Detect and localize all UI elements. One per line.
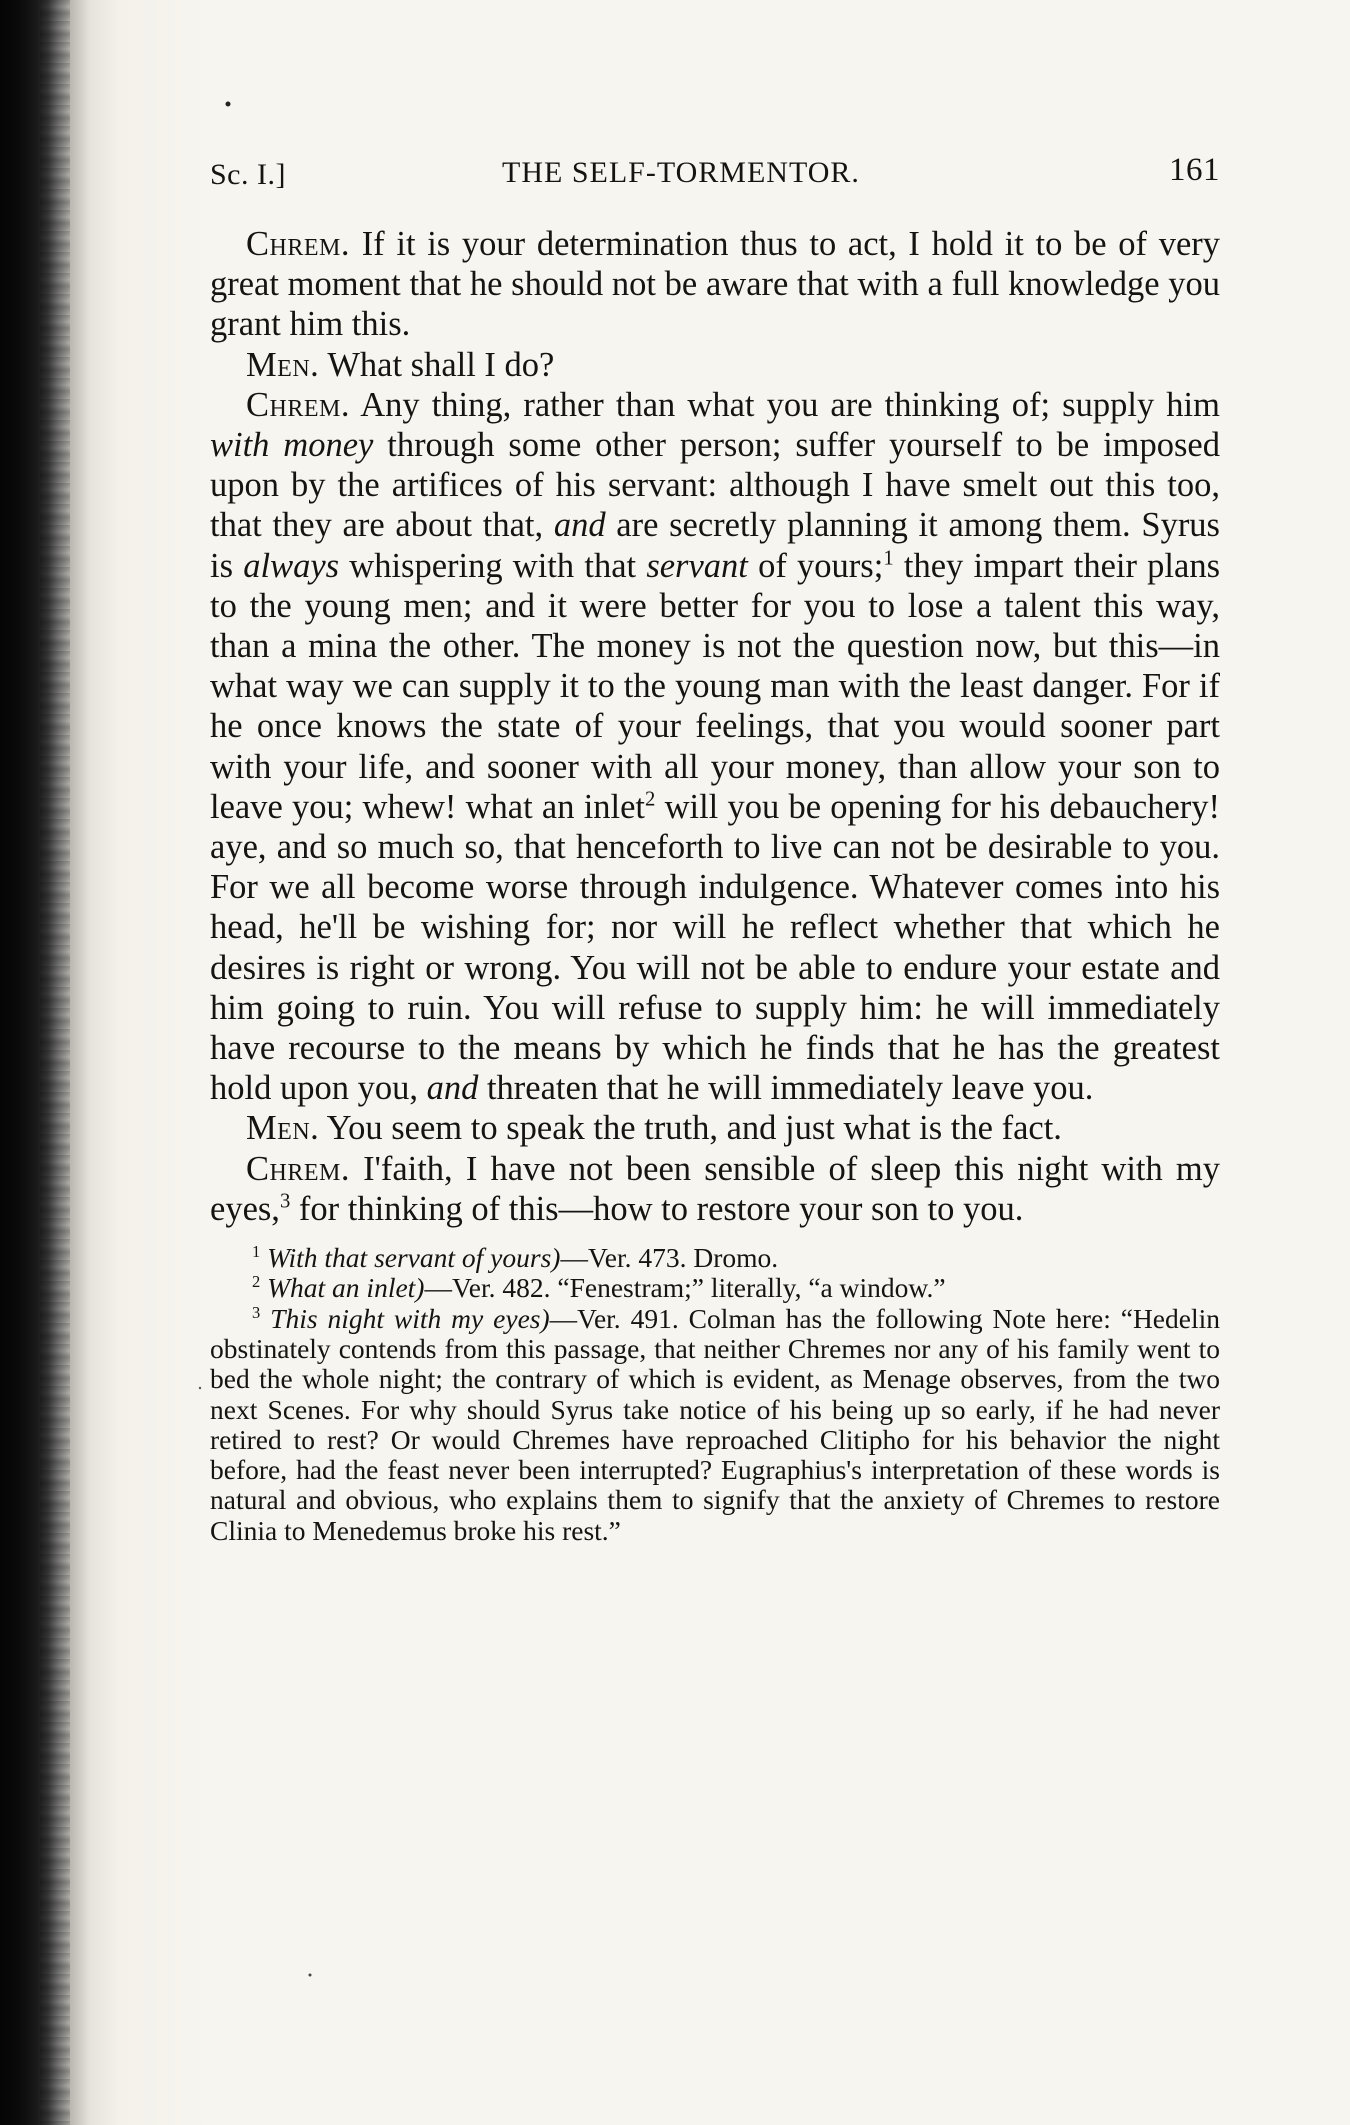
text-run: —Ver. 473. Dromo. (560, 1242, 779, 1274)
italic-text: What an inlet) (267, 1272, 425, 1304)
text-run: through some other person; suffer yourself to be imposed upon by the artifices of his servant: although I have smelt out this too, that they are about that, (210, 426, 1220, 545)
text-run: Any thing, rather than what you are thinking of; supply him (360, 385, 1220, 424)
text-run: will you be opening for his debauchery! aye, and so much so, that henceforth to live can not be desirable to you. For we all become worse through indulgence. Whatever comes into his head, he'll be wishing for; nor will he reflect whether that which he desires is right or wrong. You will not be able to endure your estate and him going to ruin. You will refuse to supply him: he will immediately have recourse to the means by which he finds that he has the greatest hold upon you, (210, 787, 1220, 1108)
book-page (210, 148, 1220, 1546)
text-run: If it is your determination thus to act, I hold it to be of very great moment that he should not be aware that with a full knowledge you grant him this. (210, 225, 1221, 344)
text-run: —Ver. 482. “Fenestram;” literally, “a window.” (424, 1272, 946, 1304)
dialogue-paragraph (210, 1149, 1220, 1229)
text-run: for thinking of this—how to restore your son to you. (290, 1189, 1024, 1228)
text-run: they impart their plans to the young men; and it were better for you to lose a talent this way, than a mina the other. The money is not the question now, but this—in what way we can supply it to the young man with the least danger. For if he once knows the state of your feelings, that you would sooner part with your life, and sooner with all your money, than allow your son to leave you; whew! what an inlet (210, 546, 1220, 826)
speaker-name: Chrem. (246, 1149, 350, 1188)
italic-text: With that servant of yours) (267, 1242, 561, 1274)
italic-text: servant (646, 546, 748, 585)
section-reference: Sc. I.] (210, 158, 286, 191)
footnotes (210, 1243, 1220, 1546)
dialogue-paragraph (210, 345, 1220, 385)
italic-text: This night with my eyes) (270, 1302, 550, 1334)
footnote (210, 1243, 1220, 1273)
text-run: threaten that he will immediately leave you. (478, 1069, 1094, 1108)
footnote-number: 3 (252, 1302, 261, 1322)
footnote (210, 1273, 1220, 1303)
text-run: whispering with that (339, 546, 647, 585)
book-spine-shadow (0, 0, 210, 2125)
footnote-reference: 2 (645, 788, 656, 811)
italic-text: with money (210, 426, 374, 465)
speaker-name: Men. (246, 1109, 320, 1148)
text-run: What shall I do? (327, 345, 555, 384)
dialogue-paragraph (210, 385, 1220, 1109)
text-run: are secretly planning it among them. Syrus is (210, 506, 1220, 585)
italic-text: always (243, 546, 340, 585)
footnote-number: 1 (252, 1241, 261, 1261)
speaker-name: Chrem. (246, 225, 350, 263)
speaker-name: Men. (246, 345, 320, 384)
dialogue-text (210, 224, 1220, 1229)
italic-text: and (426, 1069, 479, 1108)
dialogue-paragraph (210, 224, 1220, 345)
running-head (210, 148, 1220, 202)
footnote-reference: 1 (883, 547, 894, 570)
footnote-reference: 3 (279, 1190, 291, 1213)
page-number: 161 (1169, 152, 1220, 188)
text-run: of yours; (747, 546, 884, 585)
footnote-number: 2 (252, 1272, 261, 1292)
text-run: You seem to speak the truth, and just what is the fact. (326, 1109, 1062, 1148)
running-title: THE SELF-TORMENTOR. (502, 156, 860, 189)
text-run: I'faith, I have not been sensible of sleep this night with my eyes, (210, 1149, 1220, 1228)
footnote (210, 1304, 1220, 1546)
dialogue-paragraph (210, 1108, 1220, 1148)
speaker-name: Chrem. (246, 385, 350, 424)
book-spine-edge (40, 0, 70, 2125)
italic-text: and (553, 506, 606, 545)
text-run: —Ver. 491. Colman has the following Note here: “Hedelin obstinately contends from this passage, that neither Chremes nor any of his family went to bed the whole night; the contrary of which is evident, as Menage observes, from the two next Scenes. For why should Syrus take notice of his being up so early, if he had never retired to rest? Or would Chremes have reproached Clitipho for his behavior the night before, had the feast never been interrupted? Eugraphius's interpretation of these words is natural and obvious, who explains them to signify that the anxiety of Chremes to restore Clinia to Menedemus broke his rest.” (210, 1302, 1221, 1546)
